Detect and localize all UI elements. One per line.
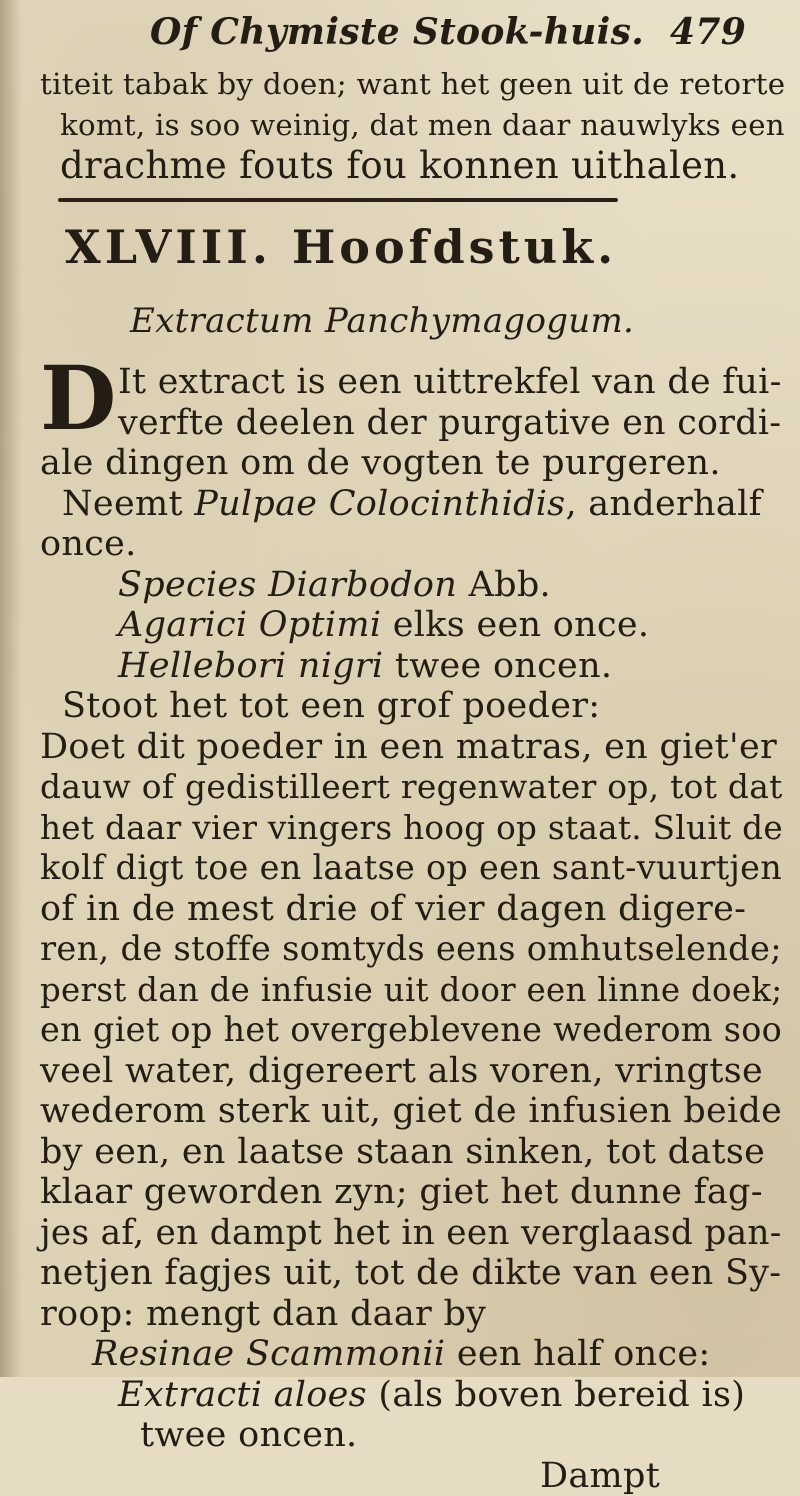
- section-divider: [58, 198, 618, 202]
- body-line: en giet op het overgeblevene wederom soo: [40, 1010, 783, 1049]
- body-line: twee oncen.: [140, 1415, 358, 1455]
- body-line: ren, de stoffe somtyds eens omhutselende;: [40, 929, 782, 968]
- ingredient-line: [118, 1375, 745, 1415]
- body-line: once.: [40, 524, 137, 564]
- ingredient-name: Extracti aloes: [118, 1374, 367, 1415]
- body-line: veel water, digereert als voren, vringtse: [40, 1050, 763, 1091]
- header-title: Of Chymiste Stook-huis.: [150, 11, 645, 53]
- body-line: netjen fagjes uit, tot de dikte van een Sy-: [40, 1253, 782, 1293]
- body-line: of in de mest drie of vier dagen digere-: [40, 888, 747, 929]
- body-line: by een, en laatse staan sinken, tot datse: [40, 1131, 766, 1172]
- body-line: het daar vier vingers hoog op staat. Sluit de: [40, 808, 783, 847]
- intro-line: titeit tabak by doen; want het geen uit de retorte: [40, 67, 786, 101]
- drop-cap: D: [40, 346, 117, 450]
- intro-line: drachme fouts fou konnen uithalen.: [60, 144, 740, 187]
- text-run: Neemt: [62, 483, 195, 524]
- ingredient-amount: (als boven bereid is): [366, 1374, 746, 1415]
- ingredient-name: Species Diarbodon: [118, 564, 458, 605]
- body-line: wederom sterk uit, giet de infusien beide: [40, 1091, 783, 1131]
- body-line: Doet dit poeder in een matras, en giet'er: [40, 726, 777, 767]
- body-line: jes af, en dampt het in een verglaasd pan-: [40, 1212, 782, 1253]
- body-line: kolf digt toe en laatse op een sant-vuurtjen: [40, 848, 783, 887]
- page-number: 479: [670, 11, 747, 53]
- text-run: , anderhalf: [565, 483, 762, 524]
- body-line: It extract is een uittrekfel van de fui-: [118, 362, 782, 402]
- ingredient-line: [92, 1334, 711, 1374]
- body-line: klaar geworden zyn; giet het dunne fag-: [40, 1172, 763, 1212]
- ingredient-name: Hellebori nigri: [118, 645, 384, 686]
- body-line-neemt: [62, 484, 762, 524]
- running-header: [150, 10, 750, 55]
- body-line: verfte deelen der purgative en cordi-: [118, 402, 782, 443]
- ingredient-name: Resinae Scammonii: [92, 1334, 446, 1374]
- body-line: Stoot het tot een grof poeder:: [62, 686, 601, 726]
- body-line: dauw of gedistilleert regenwater op, tot dat: [40, 768, 783, 806]
- ingredient-amount: Abb.: [457, 564, 551, 605]
- ingredient-line: [118, 605, 649, 645]
- body-line: ale dingen om de vogten te purgeren.: [40, 443, 721, 483]
- ingredient-name: Agarici Optimi: [118, 605, 382, 645]
- intro-line: komt, is soo weinig, dat men daar nauwlyks een: [60, 108, 785, 142]
- ingredient-amount: elks een once.: [381, 605, 650, 645]
- chapter-subtitle: Extractum Panchymagogum.: [130, 301, 635, 341]
- ingredient-line: [118, 565, 551, 605]
- body-line: roop: mengt dan daar by: [40, 1293, 487, 1334]
- ingredient-amount: twee oncen.: [383, 645, 613, 686]
- catchword: Dampt: [540, 1455, 661, 1496]
- ingredient-line: [118, 646, 612, 686]
- ingredient-name: Pulpae Colocinthidis: [194, 483, 566, 524]
- ingredient-amount: een half once:: [445, 1334, 711, 1374]
- body-line: perst dan de infusie uit door een linne doek;: [40, 970, 783, 1009]
- chapter-heading: XLVIII. Hoofdstuk.: [65, 220, 618, 274]
